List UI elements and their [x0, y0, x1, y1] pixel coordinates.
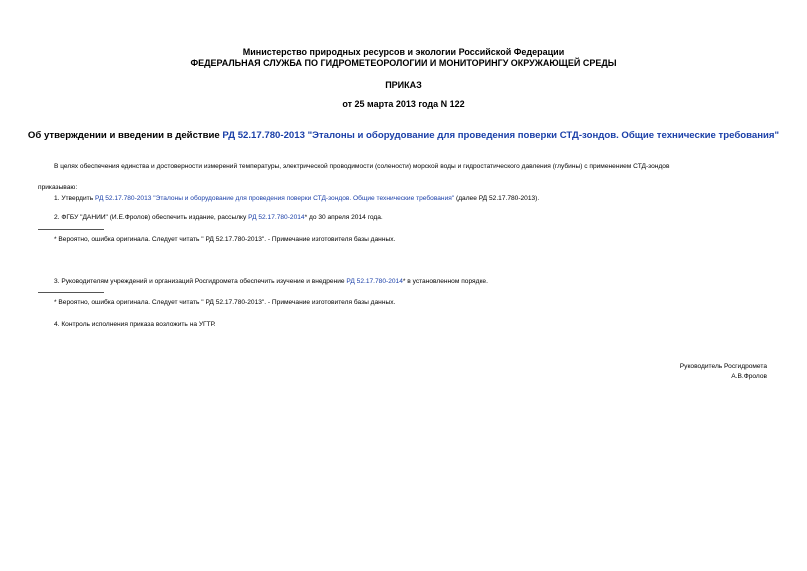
item-1-document-link[interactable]: РД 52.17.780-2013 "Эталоны и оборудование для проведения поверки СТД-зондов. Общие технические требования"	[94, 195, 455, 202]
signature-name: А.В.Фролов	[731, 373, 767, 380]
title-document-link[interactable]: РД 52.17.780-2013 "Эталоны и оборудование для проведения поверки СТД-зондов. Общие технические требования"	[222, 130, 780, 141]
item-4: 4. Контроль исполнения приказа возложить на УГТР.	[54, 321, 216, 328]
item-2	[54, 213, 383, 222]
footnote-1: * Вероятно, ошибка оригинала. Следует читать " РД 52.17.780-2013". - Примечание изготовителя базы данных.	[54, 236, 396, 243]
item-1	[54, 194, 539, 203]
item-1-suffix: (далее РД 52.17.780-2013).	[454, 195, 540, 202]
document-type: ПРИКАЗ	[385, 80, 422, 90]
item-1-prefix: 1. Утвердить	[54, 195, 95, 202]
footnote-2-divider	[38, 292, 104, 293]
document-date-number: от 25 марта 2013 года N 122	[342, 99, 465, 109]
footnote-2: * Вероятно, ошибка оригинала. Следует читать " РД 52.17.780-2013". - Примечание изготовителя базы данных.	[54, 299, 396, 306]
item-3-suffix: * в установленном порядке.	[402, 278, 488, 285]
intro-paragraph: В целях обеспечения единства и достоверности измерений температуры, электрической проводимости (солености) морской воды и гидростатического давления (глубины) с применением СТД-зондов	[54, 163, 670, 170]
item-2-document-link[interactable]: РД 52.17.780-2014	[248, 214, 305, 221]
item-3-document-link[interactable]: РД 52.17.780-2014	[346, 278, 403, 285]
footnote-1-divider	[38, 229, 104, 230]
signature-position: Руководитель Росгидромета	[679, 363, 767, 370]
item-2-prefix: 2. ФГБУ "ДАНИИ" (И.Е.Фролов) обеспечить издание, рассылку	[54, 214, 249, 221]
item-3-prefix: 3. Руководителям учреждений и организаций Росгидромета обеспечить изучение и внедрение	[54, 278, 347, 285]
order-word: приказываю:	[38, 184, 78, 191]
document-title	[0, 130, 807, 142]
item-3	[54, 277, 488, 286]
ministry-name: Министерство природных ресурсов и экологии Российской Федерации	[242, 47, 565, 57]
service-name: ФЕДЕРАЛЬНАЯ СЛУЖБА ПО ГИДРОМЕТЕОРОЛОГИИ И МОНИТОРИНГУ ОКРУЖАЮЩЕЙ СРЕДЫ	[190, 58, 617, 68]
item-2-suffix: * до 30 апреля 2014 года.	[304, 214, 383, 221]
title-prefix: Об утверждении и введении в действие	[27, 130, 223, 141]
